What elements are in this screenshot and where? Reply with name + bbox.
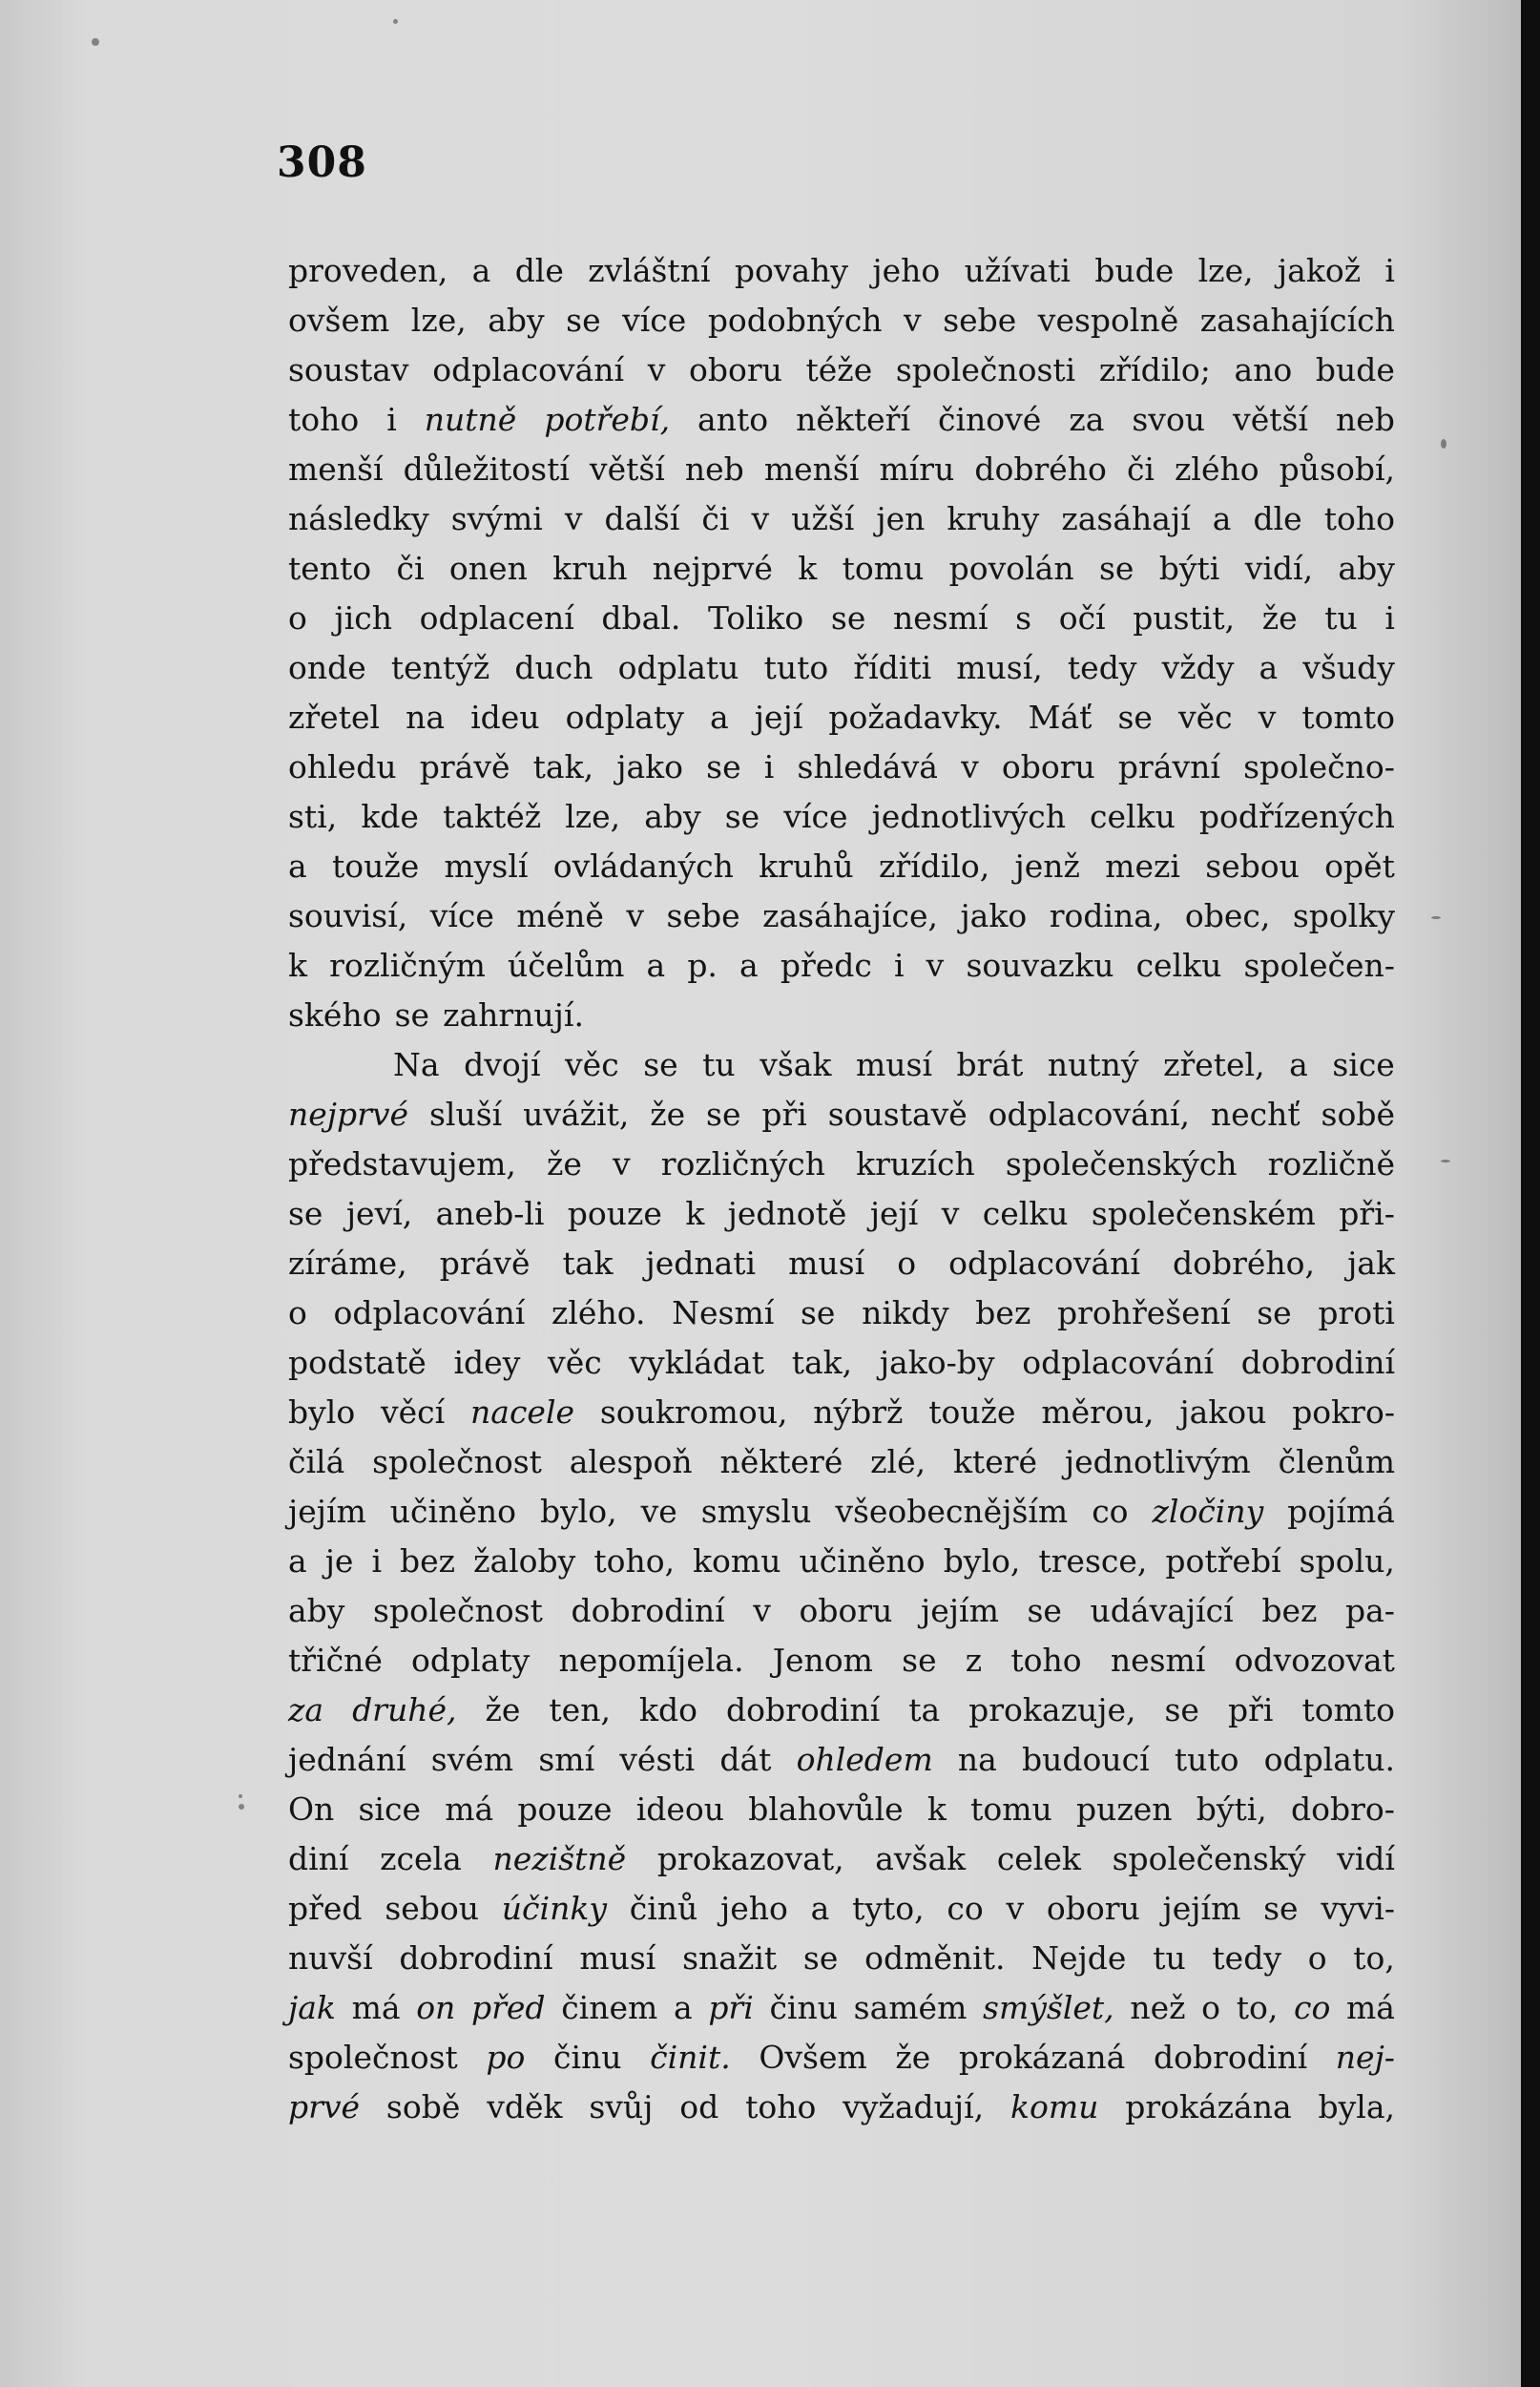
text-line: společnost po činu činit. Ovšem že prokázaná dobrodiní nej- xyxy=(288,2039,1395,2076)
text-line: čilá společnost alespoň některé zlé, které jednotlivým členům xyxy=(288,1443,1395,1480)
text-line: proveden, a dle zvláštní povahy jeho užívati bude lze, jakož i xyxy=(288,252,1395,289)
text-line: On sice má pouze ideou blahovůle k tomu puzen býti, dobro- xyxy=(288,1790,1395,1828)
text-line: jejím učiněno bylo, ve smyslu všeobecnějším co zločiny pojímá xyxy=(288,1493,1395,1530)
text-line: prvé sobě vděk svůj od toho vyžadují, komu prokázána byla, xyxy=(288,2088,1395,2125)
text-line: soustav odplacování v oboru téže společnosti zřídilo; ano bude xyxy=(288,351,1395,388)
text-line: jak má on před činem a při činu samém smýšlet, než o to, co má xyxy=(288,1989,1395,2026)
print-speck xyxy=(1441,439,1446,449)
text-line: představujem, že v rozličných kruzích společenských rozličně xyxy=(288,1145,1395,1183)
text-line: a touže myslí ovládaných kruhů zřídilo, jenž mezi sebou opět xyxy=(288,848,1395,885)
scan-border xyxy=(1521,0,1540,2387)
text-line: zřetel na ideu odplaty a její požadavky. Máť se věc v tomto xyxy=(288,699,1395,736)
text-line: třičné odplaty nepomíjela. Jenom se z toho nesmí odvozovat xyxy=(288,1642,1395,1679)
text-line: zíráme, právě tak jednati musí o odplacování dobrého, jak xyxy=(288,1245,1395,1282)
text-line: toho i nutně potřebí, anto někteří činové za svou větší neb xyxy=(288,401,1395,438)
text-line: jednání svém smí vésti dát ohledem na budoucí tuto odplatu. xyxy=(288,1741,1395,1778)
text-line: a je i bez žaloby toho, komu učiněno bylo, tresce, potřebí spolu, xyxy=(288,1542,1395,1580)
print-speck xyxy=(1441,1160,1450,1162)
text-line: následky svými v další či v užší jen kruhy zasáhají a dle toho xyxy=(288,500,1395,537)
text-line: nuvší dobrodiní musí snažit se odměnit. Nejde tu tedy o to, xyxy=(288,1939,1395,1977)
print-speck xyxy=(239,1794,242,1798)
print-speck xyxy=(393,19,398,24)
text-line: onde tentýž duch odplatu tuto říditi musí, tedy vždy a všudy xyxy=(288,649,1395,686)
text-line: souvisí, více méně v sebe zasáhajíce, jako rodina, obec, spolky xyxy=(288,897,1395,934)
text-line: ohledu právě tak, jako se i shledává v oboru právní společno- xyxy=(288,748,1395,785)
text-line: se jeví, aneb-li pouze k jednotě její v celku společenském při- xyxy=(288,1195,1395,1232)
text-line: diní zcela nezištně prokazovat, avšak celek společenský vidí xyxy=(288,1840,1395,1877)
body-text xyxy=(288,246,1395,2132)
text-line: tento či onen kruh nejprvé k tomu povolán se býti vidí, aby xyxy=(288,550,1395,587)
text-line: bylo věcí nacele soukromou, nýbrž touže měrou, jakou pokro- xyxy=(288,1393,1395,1431)
text-line: za druhé, že ten, kdo dobrodiní ta prokazuje, se při tomto xyxy=(288,1691,1395,1728)
text-line: podstatě idey věc vykládat tak, jako-by odplacování dobrodiní xyxy=(288,1344,1395,1381)
text-line: o odplacování zlého. Nesmí se nikdy bez prohřešení se proti xyxy=(288,1294,1395,1331)
print-speck xyxy=(239,1804,244,1810)
text-line: nejprvé sluší uvážit, že se při soustavě odplacování, nechť sobě xyxy=(288,1096,1395,1133)
page-number: 308 xyxy=(277,138,367,187)
text-line: ovšem lze, aby se více podobných v sebe vespolně zasahajících xyxy=(288,302,1395,339)
text-line: menší důležitostí větší neb menší míru dobrého či zlého působí, xyxy=(288,450,1395,488)
text-line: ského se zahrnují. xyxy=(288,996,584,1034)
text-line: k rozličným účelům a p. a předc i v souvazku celku společen- xyxy=(288,947,1395,984)
text-line: Na dvojí věc se tu však musí brát nutný zřetel, a sice xyxy=(393,1046,1395,1083)
text-line: aby společnost dobrodiní v oboru jejím se udávající bez pa- xyxy=(288,1592,1395,1629)
text-line: sti, kde taktéž lze, aby se více jednotlivých celku podřízených xyxy=(288,798,1395,835)
text-line: o jich odplacení dbal. Toliko se nesmí s očí pustit, že tu i xyxy=(288,599,1395,637)
print-speck xyxy=(92,38,99,46)
print-speck xyxy=(1431,916,1441,919)
text-line: před sebou účinky činů jeho a tyto, co v oboru jejím se vyvi- xyxy=(288,1890,1395,1927)
